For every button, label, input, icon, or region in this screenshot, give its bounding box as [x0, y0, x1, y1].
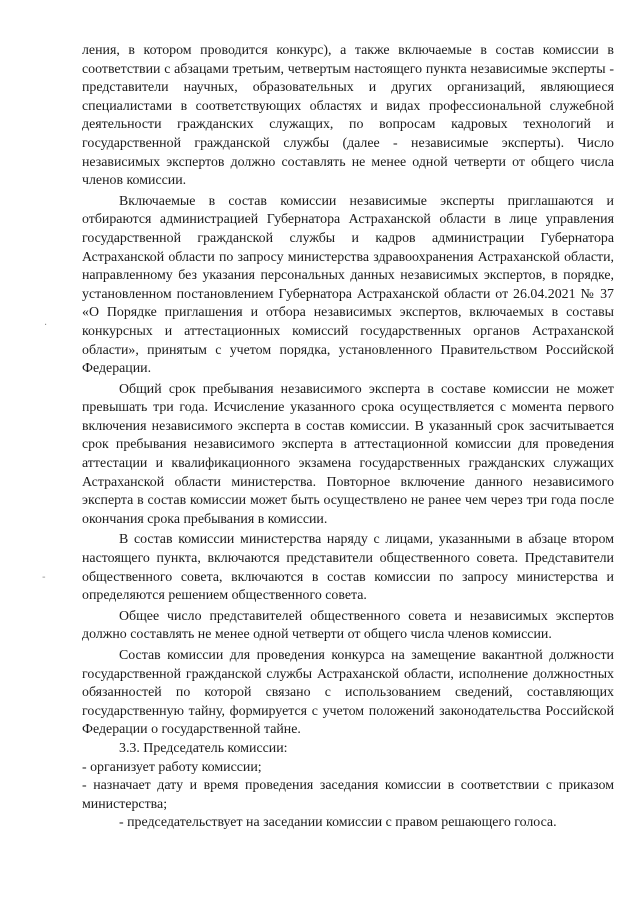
section-heading-chairman: 3.3. Председатель комиссии:: [119, 740, 288, 756]
list-item: - председательствует на заседании комиссии с правом решающего голоса.: [119, 815, 557, 831]
list-item: - организует работу комиссии;: [82, 759, 262, 775]
margin-mark: -: [42, 572, 46, 583]
list-item: - назначает дату и время проведения заседания комиссии в соответствии с приказом министерства;: [82, 778, 614, 812]
paragraph-public-council: В состав комиссии министерства наряду с лицами, указанными в абзаце втором настоящего пункта, включаются представители общественного совета. Представители общественного совета, включаются в состав комиссии по запросу министерства и определяются решением общественного совета.: [82, 532, 614, 604]
paragraph-continuation: ления, в котором проводится конкурс), а также включаемые в состав комиссии в соответствии с абзацами третьим, четвертым настоящего пункта независимые эксперты - представители научных, образовательных и других организаций, являющиеся специалистами в соответствующих областях и видах профессиональной служебной деятельности гражданских служащих, по вопросам кадровых технологий и государственной гражданской службы (далее - независимые эксперты). Число независимых экспертов должно составлять не менее одной четверти от общего числа членов комиссии.: [82, 43, 614, 189]
paragraph-state-secret: Состав комиссии для проведения конкурса на замещение вакантной должности государственной гражданской службы Астраханской области, исполнение должностных обязанностей по которой связано с использованием сведений, составляющих государственную тайну, формируется с учетом положений законодательства Российской Федерации о государственной тайне.: [82, 648, 614, 738]
document-body: [82, 42, 614, 833]
paragraph-representatives-share: Общее число представителей общественного совета и независимых экспертов должно составлять не менее одной четверти от общего числа членов комиссии.: [82, 608, 614, 643]
paragraph-expert-selection: Включаемые в состав комиссии независимые эксперты приглашаются и отбираются администрацией Губернатора Астраханской области в лице управления государственной гражданской службы и кадров администрации Губернатора Астраханской области по запросу министерства здравоохранения Астраханской области, направленному без указания персональных данных независимых экспертов, в порядке, установленном постановлением Губернатора Астраханской области от 26.04.2021 № 37 «О Порядке приглашения и отбора независимых экспертов, включаемых в составы конкурсных и аттестационных комиссий государственных органов Астраханской области», принятым с учетом порядка, установленного Правительством Российской Федерации.: [82, 193, 614, 377]
paragraph-expert-term: Общий срок пребывания независимого эксперта в составе комиссии не может превышать три года. Исчисление указанного срока осуществляется с момента первого включения независимого эксперта в состав комиссии. В указанный срок засчитывается срок пребывания независимого эксперта в аттестационной комиссии для проведения аттестации и квалификационного экзамена государственных гражданских служащих Астраханской области министерства. Повторное включение данного независимого эксперта в состав комиссии может быть осуществлено не ранее чем через три года после окончания срока пребывания в комиссии.: [82, 381, 614, 527]
margin-mark: ·: [44, 320, 48, 331]
